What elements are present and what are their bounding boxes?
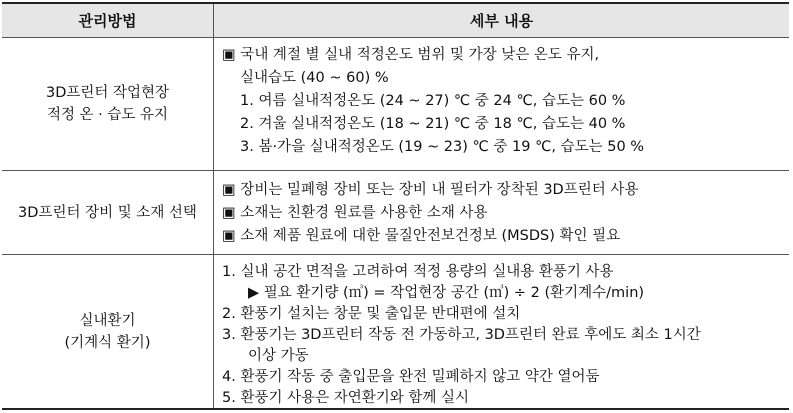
header-details: 세부 내용 <box>469 12 534 30</box>
table-row-equipment-material <box>2 171 789 255</box>
table-row-ventilation <box>2 255 789 408</box>
management-table <box>2 2 789 410</box>
detail-line: 5. 환풍기 사용은 자연환기와 함께 실시 <box>222 390 469 406</box>
detail-line: 1. 여름 실내적정온도 (24 ~ 27) ℃ 중 24 ℃, 습도는 60 % <box>240 93 626 109</box>
detail-line: 4. 환풍기 작동 중 출입문을 완전 밀폐하지 않고 약간 열어둠 <box>222 369 600 385</box>
method-line: 3D프린터 작업현장 <box>45 85 170 101</box>
details-cell <box>214 171 789 254</box>
method-line: (기계식 환기) <box>64 334 151 351</box>
detail-line: 3. 봄·가을 실내적정온도 (19 ~ 23) ℃ 중 19 ℃, 습도는 50 % <box>240 139 645 155</box>
detail-line: 1. 실내 공간 면적을 고려하여 적정 용량의 실내용 환풍기 사용 <box>222 264 614 280</box>
detail-line: ▣ 소재 제품 원료에 대한 물질안전보건정보 (MSDS) 확인 필요 <box>222 228 621 244</box>
detail-line: 3. 환풍기는 3D프린터 작동 전 가동하고, 3D프린터 완료 후에도 최소 1시간 <box>222 327 701 343</box>
method-cell <box>2 255 214 408</box>
method-line: 적정 온 · 습도 유지 <box>46 107 169 123</box>
table-header-row <box>2 4 789 38</box>
method-line: 실내환기 <box>79 312 136 329</box>
method-cell <box>2 171 214 254</box>
header-method: 관리방법 <box>2 4 214 37</box>
detail-line: ▣ 장비는 밀폐형 장비 또는 장비 내 필터가 장착된 3D프린터 사용 <box>222 182 639 198</box>
details-cell <box>214 38 789 170</box>
details-cell <box>214 255 789 408</box>
detail-line: ▣ 국내 계절 별 실내 적정온도 범위 및 가장 낮은 온도 유지, <box>222 47 600 63</box>
table-row-temperature-humidity <box>2 38 789 171</box>
detail-line: 이상 가동 <box>248 348 309 364</box>
method-line: 3D프린터 장비 및 소재 선택 <box>18 204 197 221</box>
detail-line: 실내습도 (40 ~ 60) % <box>240 70 389 86</box>
detail-line: ▣ 소재는 친환경 원료를 사용한 소재 사용 <box>222 205 488 221</box>
method-cell <box>2 38 214 170</box>
detail-line: ▶ 필요 환기량 (㎥) = 작업현장 공간 (㎥) ÷ 2 (환기계수/min) <box>248 285 645 301</box>
detail-line: 2. 겨울 실내적정온도 (18 ~ 21) ℃ 중 18 ℃, 습도는 40 % <box>240 116 626 132</box>
detail-line: 2. 환풍기 설치는 창문 및 출입문 반대편에 설치 <box>222 306 521 322</box>
